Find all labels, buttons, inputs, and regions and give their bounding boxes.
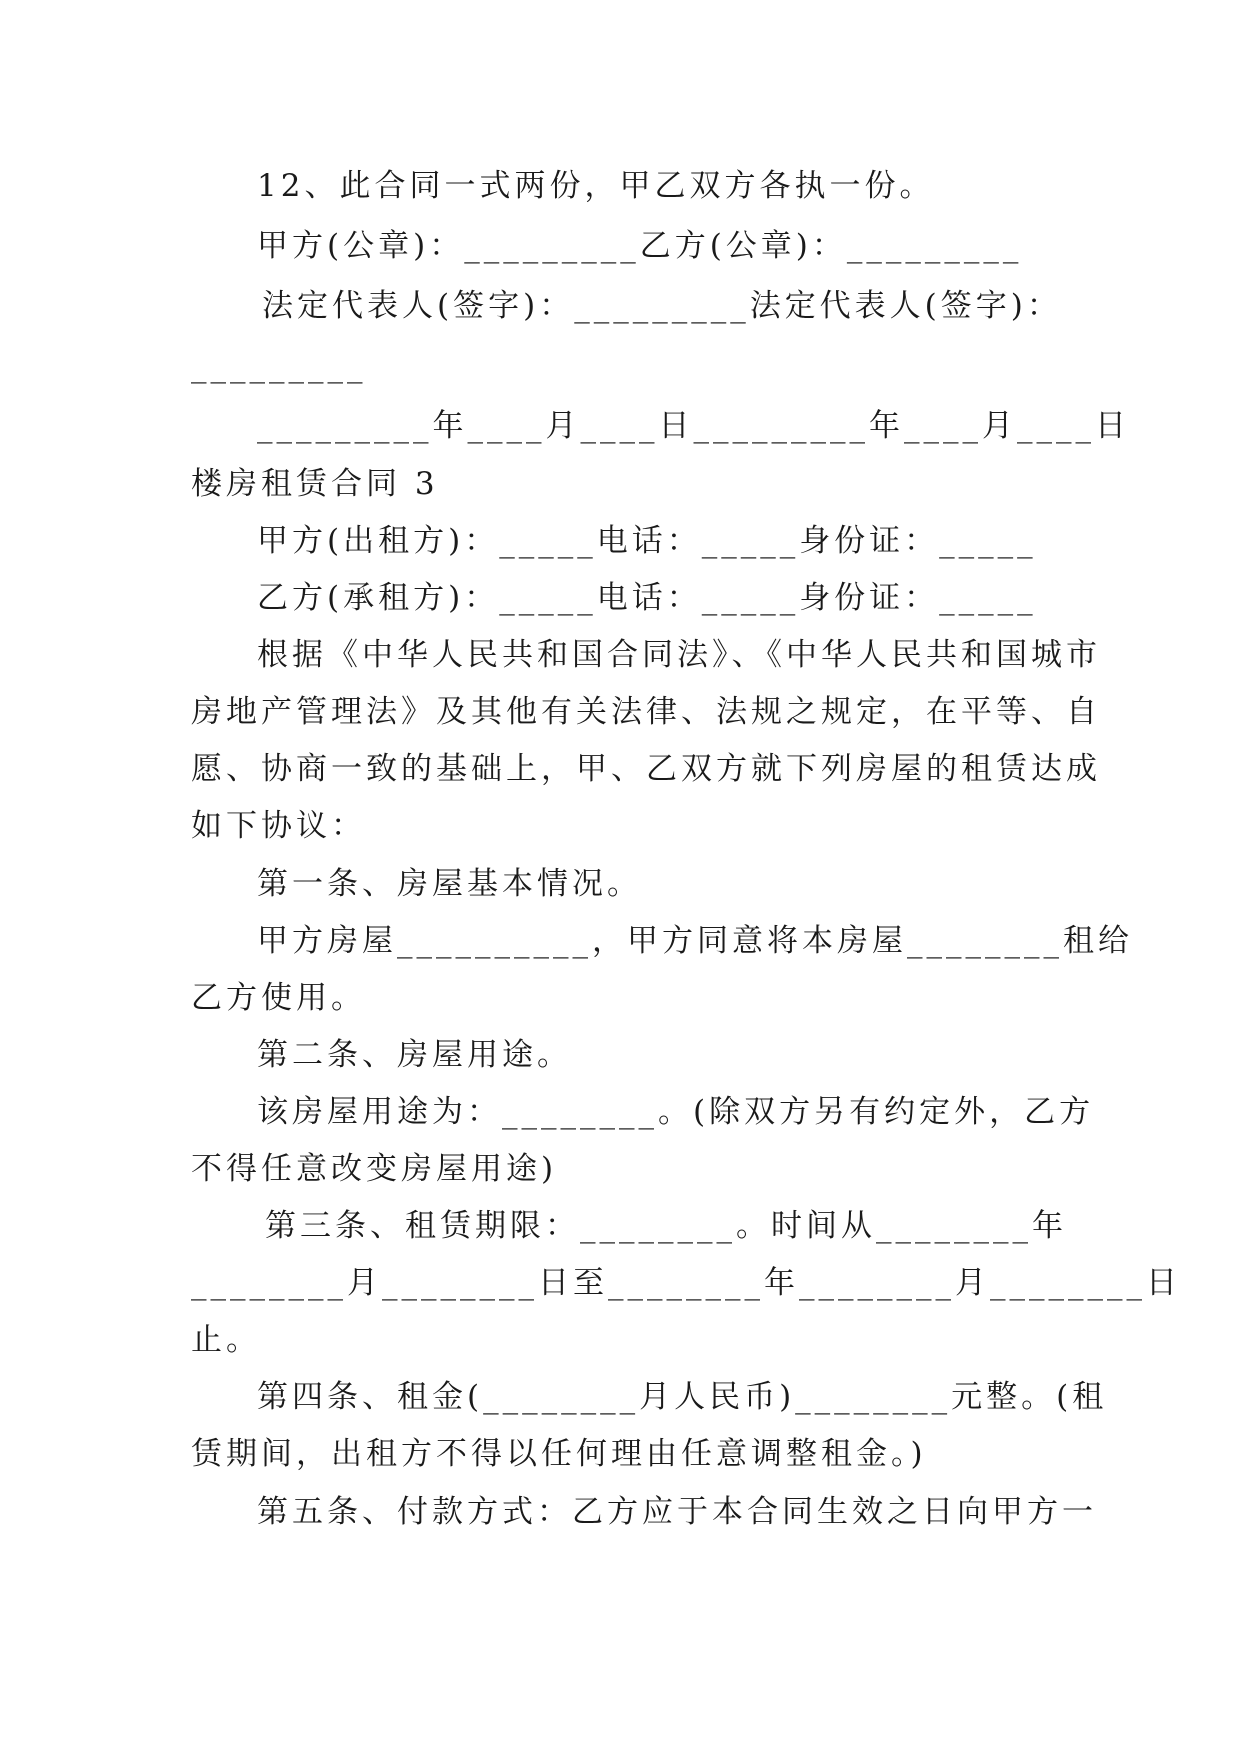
article-2-body: 该房屋用途为：________。(除双方另有约定外，乙方 bbox=[257, 1094, 1095, 1130]
preamble-paragraph: 根据《中华人民共和国合同法》、《中华人民共和国城市 bbox=[257, 637, 1101, 673]
article-2-heading: 第二条、房屋用途。 bbox=[257, 1037, 572, 1073]
party-b-info: 乙方(承租方)：_____电话：_____身份证：_____ bbox=[257, 580, 1037, 616]
preamble-paragraph-cont: 房地产管理法》及其他有关法律、法规之规定，在平等、自 bbox=[191, 694, 1101, 730]
contract-title: 楼房租赁合同 3 bbox=[191, 466, 439, 502]
legal-representative-blank: _________ bbox=[191, 348, 367, 384]
article-1-heading: 第一条、房屋基本情况。 bbox=[257, 866, 642, 902]
article-3-lease-term: 第三条、租赁期限：________。时间从________年 bbox=[265, 1208, 1067, 1244]
clause-12-copies: 12、此合同一式两份，甲乙双方各执一份。 bbox=[257, 168, 935, 204]
article-1-body: 甲方房屋__________，甲方同意将本房屋________租给 bbox=[257, 923, 1133, 959]
party-seal-line: 甲方(公章)：_________乙方(公章)：_________ bbox=[257, 228, 1023, 264]
article-4-rent-cont: 赁期间，出租方不得以任何理由任意调整租金。) bbox=[191, 1436, 927, 1472]
party-a-info: 甲方(出租方)：_____电话：_____身份证：_____ bbox=[257, 523, 1037, 559]
article-1-body-cont: 乙方使用。 bbox=[191, 980, 366, 1016]
article-3-lease-term-cont: 止。 bbox=[191, 1322, 261, 1358]
legal-representative-line: 法定代表人(签字)：_________法定代表人(签字)： bbox=[262, 288, 1062, 324]
article-3-lease-term-cont: ________月________日至________年________月________日 bbox=[191, 1265, 1181, 1301]
article-4-rent: 第四条、租金(________月人民币)________元整。(租 bbox=[257, 1379, 1108, 1415]
preamble-paragraph-cont: 如下协议： bbox=[191, 808, 366, 844]
signing-date-line: _________年____月____日_________年____月____日 bbox=[257, 408, 1130, 444]
preamble-paragraph-cont: 愿、协商一致的基础上，甲、乙双方就下列房屋的租赁达成 bbox=[191, 751, 1101, 787]
article-2-body-cont: 不得任意改变房屋用途) bbox=[191, 1151, 558, 1187]
article-5-payment: 第五条、付款方式：乙方应于本合同生效之日向甲方一 bbox=[257, 1494, 1097, 1530]
